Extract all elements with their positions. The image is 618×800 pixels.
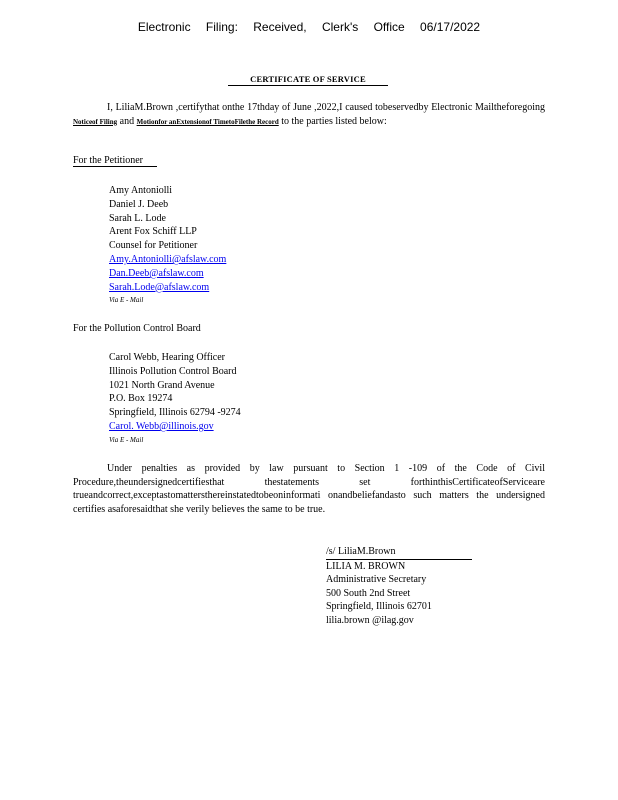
board-line: Carol Webb, Hearing Officer [109, 352, 226, 363]
board-service-block [109, 351, 253, 446]
via-email-note: Via E - Mail [109, 435, 144, 444]
petitioner-line: Sarah L. Lode [109, 212, 166, 224]
board-line: P.O. Box 19274 [109, 393, 173, 405]
signer-title: Administrative Secretary [326, 574, 427, 586]
board-line: Illinois Pollution Control Board [109, 365, 237, 377]
board-line: 1021 North Grand Avenue [109, 379, 215, 391]
email-link[interactable]: Sarah.Lode@afslaw.com [109, 281, 210, 293]
petitioner-service-block [109, 184, 253, 306]
intro-after-text: to the parties listed below: [281, 115, 387, 127]
petitioner-line: Amy Antoniolli [109, 185, 173, 196]
board-line: Springfield, Illinois 62794 -9274 [109, 407, 241, 419]
penalty-text: Under penalties as provided by law pursuant to Section 1 -109 of the Code of Civil Procedure,theundersignedcertifiesthat thestatements set forthinthisCertificateofServiceare trueandcorrect,exceptastomattersthereinstatedtobeoninformati onandbeliefandasto such matters the undersigned certifies asaforesaidthat she verily believes the same to be true. [73, 463, 545, 515]
board-section-label: For the Pollution Control Board [73, 323, 201, 334]
petitioner-line: Arent Fox Schiff LLP [109, 226, 197, 238]
penalty-paragraph [73, 462, 545, 516]
email-link[interactable]: Carol. Webb@illinois.gov [109, 420, 214, 432]
email-link[interactable]: Dan.Deeb@afslaw.com [109, 267, 204, 279]
intro-text: I, LiliaM.Brown ,certifythat onthe 17thday of June ,2022,I caused tobeservedby Electronic Mailtheforegoing [107, 102, 545, 113]
petitioner-section-label: For the Petitioner [73, 155, 157, 167]
doc-motion-extension: Motionfor anExtensionof TimetoFilethe Record [136, 117, 279, 126]
certification-paragraph [73, 101, 545, 129]
signature-line: /s/ LiliaM.Brown [326, 545, 472, 560]
signer-address-1: 500 South 2nd Street [326, 587, 411, 599]
certificate-title: CERTIFICATE OF SERVICE [228, 74, 388, 86]
signature-block [326, 545, 472, 628]
petitioner-line: Counsel for Petitioner [109, 240, 198, 252]
via-email-note: Via E - Mail [109, 296, 144, 305]
petitioner-line: Daniel J. Deeb [109, 198, 169, 210]
signer-email: lilia.brown @ilag.gov [326, 614, 414, 626]
signer-name: LILIA M. BROWN [326, 560, 406, 572]
and-text: and [119, 115, 135, 127]
signer-address-2: Springfield, Illinois 62701 [326, 601, 432, 613]
email-link[interactable]: Amy.Antoniolli@afslaw.com [109, 253, 227, 265]
doc-notice-of-filing: Noticeof Filing [73, 117, 118, 126]
filing-stamp-header: Electronic Filing: Received, Clerk's Office 06/17/2022 [137, 20, 481, 34]
